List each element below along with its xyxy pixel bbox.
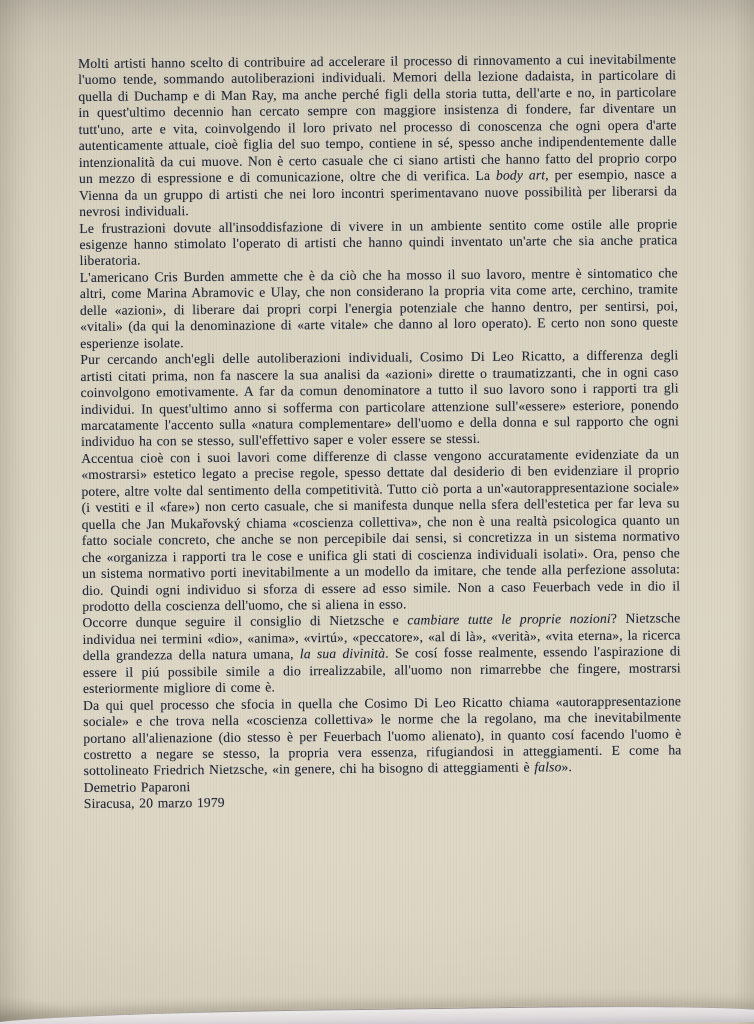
italic-text: cambiare tutte le proprie nozioni [407, 611, 611, 628]
body-text: L'americano Cris Burden ammette che è da ciò che ha mosso il suo lavoro, mentre è sintomatico che altri, come Marina Abramovic e Ulay, che non considerano la propria vita come arte, cerchino, tramite delle «azioni», di liberare dai propri corpi l'energia potenziale che hanno dentro, per sentirsi, poi, «vitali» (da qui la denominazione di «arte vitale» che danno al loro operato). E certo non sono queste esperienze isolate. [79, 265, 679, 351]
body-text: Accentua cioè con i suoi lavori come differenze di classe vengono accuratamente evidenziate da un «mostrarsi» estetico legato a precise regole, spesso dettate dal desiderio di ben evidenziare il proprio potere, altre volte dal sentimento della competitività. Tutto ciò porta a un'«autorappresentazione sociale» (i vestiti e il «fare») non certo casuale, che si manifesta dunque nella sfera dell'estetica per far leva su quella che Jan Mukařovský chiama «coscienza collettiva», che non è una realtà psicologica quanto un fatto sociale concreto, che anche se non percepibile dai sensi, si concretizza in un sistema normativo che «organizza i rapporti tra le cose e unifica gli stati di coscienza individuali isolati». Ora, penso che un sistema normativo porti inevitabilmente a un modello da imitare, che tende alla perfezione assoluta: dio. Quindi ogni individuo si sforza di essere ad esso simile. Non a caso Feuerbach vede in dio il prodotto della coscienza dell'uomo, che si aliena in esso. [81, 446, 681, 614]
body-text: Pur cercando anch'egli delle autoliberazioni individuali, Cosimo Di Leo Ricatto, a differenza degli artisti citati prima, non fa nascere la sua analisi da «azioni» dirette o traumatizzanti, che in ogni caso coinvolgono emotivamente. A far da comun denominatore a tutto il suo lavoro sono i rapporti tra gli individui. In quest'ultimo anno si sofferma con particolare attenzione sull'«essere» esteriore, ponendo marcatamente l'accento sulla «natura complementare» dell'uomo e della donna e sul rapporto che ogni individuo ha con se stesso, sull'effettivo saper e voler essere se stessi. [80, 347, 679, 450]
paragraph [82, 611, 681, 698]
body-text: Occorre dunque seguire il consiglio di Nietzsche e [82, 612, 408, 631]
page-bottom-edge [0, 1004, 754, 1024]
paragraph [78, 51, 677, 220]
body-text: Da qui quel processo che sfocia in quella che Cosimo Di Leo Ricatto chiama «autorappresentazione sociale» e che trova nella «coscienza collettiva» le norme che la regolano, ma che inevitabilmente portano all'alienazione (dio stesso è per Feuerbach l'uomo alienato), in quanto cosí facendo l'uomo è costretto a negare se stesso, la propria vera essenza, rifugiandosi in atteggiamenti. E come ha sottolineato Friedrich Nietzsche, «in genere, chi ha bisogno di atteggiamenti è [83, 692, 682, 779]
paragraph [79, 216, 677, 270]
body-text: ». [561, 759, 573, 775]
paragraph [80, 265, 679, 352]
author-signature: Demetrio Paparoni [83, 779, 191, 795]
body-text: Molti artisti hanno scelto di contribuire ad accelerare il processo di rinnovamento a cui inevitabilmente l'uomo tende, sommando autoliberazioni individuali. Memori della lezione dadaista, in particolare di quella di Duchamp e di Man Ray, ma anche perché figli della storia tutta, dell'arte e no, in particolare in quest'ultimo decennio han cercato sempre con maggiore insistenza di fondere, far diventare un tutt'uno, arte e vita, coinvolgendo il loro privato nel processo di conoscenza che ogni opera d'arte autenticamente attuale, cioè figlia del suo tempo, contiene in sé, spesso anche indipendentemente dalle intenzionalità da cui muove. Non è certo casuale che ci siano artisti che hanno fatto del proprio corpo un mezzo di espressione e di comunicazione, oltre che di verifica. La [78, 51, 677, 187]
paragraph [80, 347, 679, 450]
essay-text [78, 51, 682, 813]
body-text: . Se cosí fosse realmente, essendo l'aspirazione di essere il piú possibile simile a dio irrealizzabile, all'uomo non rimarrebbe che fingere, mostrarsi esteriormente migliore di come è. [82, 643, 681, 697]
italic-text: falso [534, 759, 562, 775]
body-text: Le frustrazioni dovute all'insoddisfazione di vivere in un ambiente sentito come ostile alle proprie esigenze hanno stimolato l'operato di artisti che hanno quindi inventato un'arte che sia anche pratica liberatoria. [79, 215, 678, 269]
italic-text: la sua divinità [299, 645, 386, 662]
dateline: Siracusa, 20 marzo 1979 [83, 795, 225, 812]
body-text: ? Nietzsche individua nei termini «dio», «anima», «virtú», «peccatore», «al di là», «verità», «vita eterna», la ricerca della grandezza della natura umana, [82, 610, 681, 664]
body-text: , per esempio, nasce a Vienna da un gruppo di artisti che nei loro incontri sperimentavano nuove possibilità per liberarsi da nevrosi individuali. [79, 166, 678, 220]
paper-right-shadow [734, 0, 754, 1024]
paragraph [83, 693, 682, 780]
paper-left-shadow [0, 0, 34, 1024]
italic-text: body art [495, 167, 546, 183]
paragraph [81, 446, 680, 615]
essay-body [78, 51, 682, 780]
